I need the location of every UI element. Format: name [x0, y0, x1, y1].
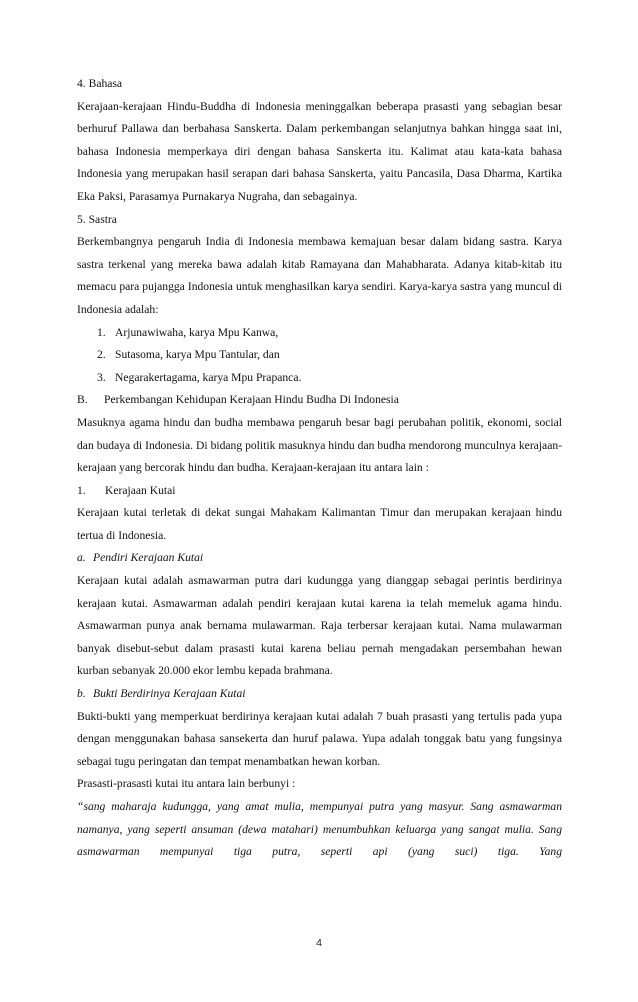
list-item-text: Sutasoma, karya Mpu Tantular, dan	[115, 348, 280, 362]
list-item-number: 2.	[97, 348, 106, 362]
list-item	[77, 367, 562, 390]
paragraph-bahasa: Kerajaan-kerajaan Hindu-Buddha di Indonesia meninggalkan beberapa prasasti yang sebagian besar berhuruf Pallawa dan berbahasa Sanskerta. Dalam perkembangan selanjutnya bahkan hingga saat ini, bahasa Indonesia memperkaya diri dengan bahasa Sanskerta itu. Kalimat atau kata-kata bahasa Indonesia yang merupakan hasil serapan dari bahasa Sanskerta, yaitu Pancasila, Dasa Dharma, Kartika Eka Paksi, Parasamya Purnakarya Nugraha, dan sebagainya.	[77, 99, 562, 203]
section-heading-perkembangan	[77, 389, 562, 412]
list-item-number: 1.	[97, 325, 106, 339]
list-item-text: Arjunawiwaha, karya Mpu Kanwa,	[115, 325, 279, 339]
paragraph-kutai: Kerajaan kutai terletak di dekat sungai Mahakam Kalimantan Timur dan merupakan kerajaan hindu tertua di Indonesia.	[77, 506, 562, 542]
document-page	[77, 0, 562, 864]
list-item-number: 3.	[97, 370, 106, 384]
paragraph-perkembangan: Masuknya agama hindu dan budha membawa pengaruh besar bagi perubahan politik, ekonomi, social dan budaya di Indonesia. Di bidang politik masuknya hindu dan budha mendorong munculnya kerajaan-kerajaan yang bercorak hindu dan budha. Kerajaan-kerajaan itu antara lain :	[77, 415, 562, 475]
sastra-list	[77, 322, 562, 390]
subheading-bukti	[77, 683, 562, 706]
subsection-letter: a.	[77, 551, 86, 565]
paragraph-bukti: Bukti-bukti yang memperkuat berdirinya kerajaan kutai adalah 7 buah prasasti yang tertulis pada yupa dengan menggunakan bahasa sansekerta dan huruf palawa. Yupa adalah tonggak batu yang fungsinya sebagai tugu peringatan dan tempat menambatkan hewan korban.	[77, 709, 562, 768]
list-item	[77, 322, 562, 345]
subsection-title: Bukti Berdirinya Kerajaan Kutai	[93, 687, 246, 701]
section-number: 1.	[77, 483, 86, 497]
section-title: Kerajaan Kutai	[105, 483, 176, 497]
section-heading-kutai	[77, 480, 562, 503]
quote-prasasti: “sang maharaja kudungga, yang amat mulia, mempunyai putra yang masyur. Sang asmawarman namanya, yang seperti ansuman (dewa matahari) menumbuhkan keluarga yang sangat mulia. Sang asmawarman mempunyai tiga putra, seperti api (yang suci) tiga. Yang	[77, 800, 562, 859]
paragraph-sastra: Berkembangnya pengaruh India di Indonesia membawa kemajuan besar dalam bidang sastra. Karya sastra terkenal yang mereka bawa adalah kitab Ramayana dan Mahabharata. Adanya kitab-kitab itu memacu para pujangga Indonesia untuk menghasilkan karya sendiri. Karya-karya sastra yang muncul di Indonesia adalah:	[77, 235, 562, 316]
section-heading-bahasa: 4. Bahasa	[77, 77, 123, 90]
list-item	[77, 344, 562, 367]
section-title: Perkembangan Kehidupan Kerajaan Hindu Budha Di Indonesia	[104, 393, 399, 407]
subsection-letter: b.	[77, 687, 86, 701]
section-heading-sastra: 5. Sastra	[77, 212, 117, 226]
section-letter: B.	[77, 393, 88, 407]
subheading-pendiri	[77, 547, 562, 570]
subsection-title: Pendiri Kerajaan Kutai	[93, 551, 204, 565]
list-item-text: Negarakertagama, karya Mpu Prapanca.	[115, 370, 302, 384]
page-number: 4	[316, 937, 322, 949]
paragraph-prasasti-intro: Prasasti-prasasti kutai itu antara lain berbunyi :	[77, 777, 296, 791]
paragraph-pendiri: Kerajaan kutai adalah asmawarman putra dari kudungga yang dianggap sebagai perintis berdirinya kerajaan kutai. Asmawarman adalah pendiri kerajaan kutai karena ia telah memeluk agama hindu. Asmawarman punya anak bernama mulawarman. Raja terbersar kerajaan kutai. Nama mulawarman banyak disebut-sebut dalam prasasti kutai karena beliau pernah mengadakan persembahan hewan kurban sebanyak 20.000 ekor lembu kepada brahmana.	[77, 574, 562, 678]
